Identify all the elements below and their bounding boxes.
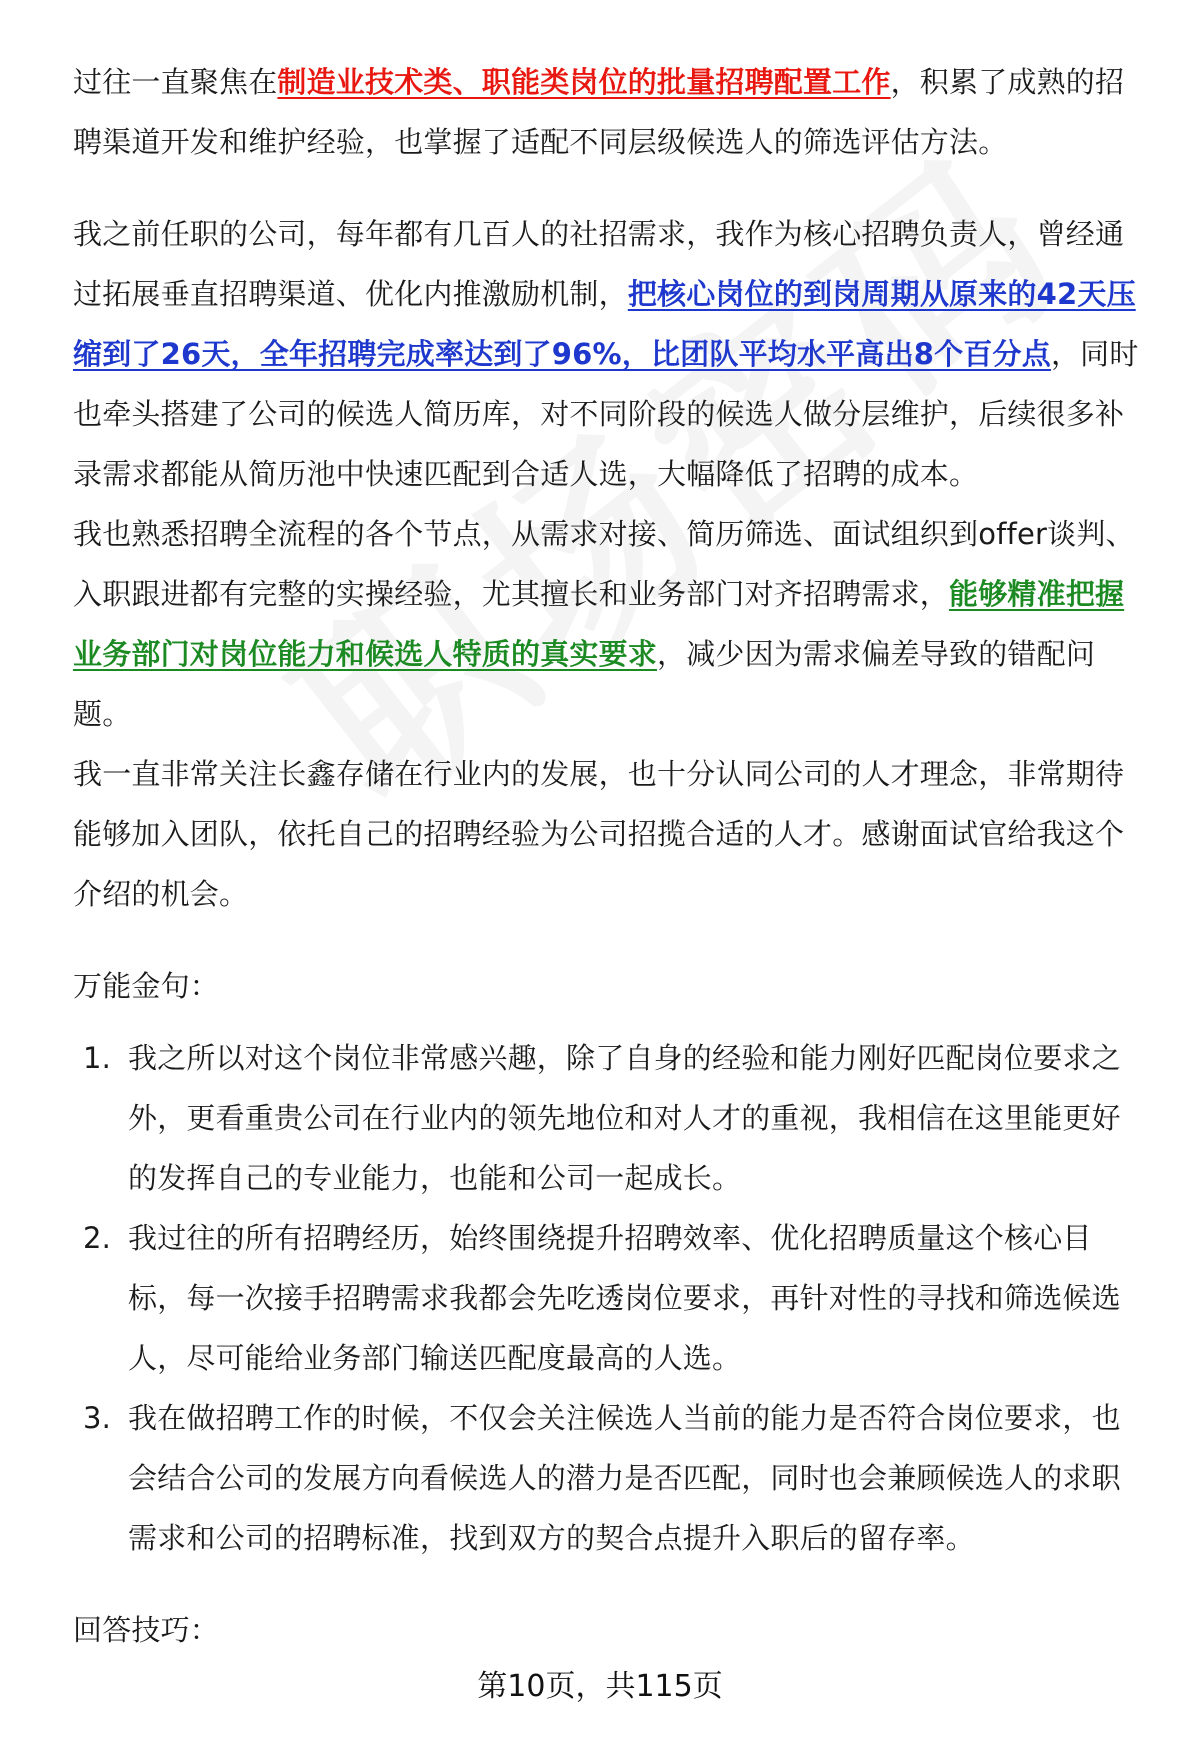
document-body bbox=[73, 52, 1148, 1660]
paragraph-text: ，积累了成熟的招聘渠道开发和维护经验，也掌握了适配不同层级候选人的筛选评估方法。 bbox=[73, 65, 1125, 159]
highlight-red-text: 制造业技术类、职能类岗位的批量招聘配置工作 bbox=[277, 65, 891, 99]
list-item-number: 1. bbox=[83, 1041, 112, 1075]
list-item bbox=[73, 1208, 1148, 1388]
answer-tips-heading: 回答技巧： bbox=[73, 1613, 220, 1647]
paragraph-text: ，同时也牵头搭建了公司的候选人简历库，对不同阶段的候选人做分层维护，后续很多补录需求都能从简历池中快速匹配到合适人选，大幅降低了招聘的成本。 bbox=[73, 337, 1139, 491]
list-item-text: 我之所以对这个岗位非常感兴趣，除了自身的经验和能力刚好匹配岗位要求之外，更看重贵公司在行业内的领先地位和对人才的重视，我相信在这里能更好的发挥自己的专业能力，也能和公司一起成长。 bbox=[128, 1041, 1121, 1195]
list-item-number: 3. bbox=[83, 1401, 112, 1435]
paragraph-closing: 我一直非常关注长鑫存储在行业内的发展，也十分认同公司的人才理念，非常期待能够加入团队，依托自己的招聘经验为公司招揽合适的人才。感谢面试官给我这个介绍的机会。 bbox=[73, 757, 1125, 911]
paragraph-process-skills bbox=[73, 504, 1148, 744]
paragraph-text: ，减少因为需求偏差导致的错配问题。 bbox=[73, 637, 1096, 731]
paragraph-focus-experience bbox=[73, 52, 1148, 172]
list-item-text: 我在做招聘工作的时候，不仅会关注候选人当前的能力是否符合岗位要求，也会结合公司的发展方向看候选人的潜力是否匹配，同时也会兼顾候选人的求职需求和公司的招聘标准，找到双方的契合点提升入职后的留存率。 bbox=[128, 1401, 1121, 1555]
page-number-footer: 第10页，共115页 bbox=[477, 1669, 723, 1704]
paragraph-text: 我也熟悉招聘全流程的各个节点，从需求对接、简历筛选、面试组织到offer谈判、入职跟进都有完整的实操经验，尤其擅长和业务部门对齐招聘需求， bbox=[73, 517, 1135, 611]
highlight-green-text: 能够精准把握业务部门对岗位能力和候选人特质的真实要求 bbox=[73, 577, 1125, 671]
paragraph-text: 我之前任职的公司，每年都有几百人的社招需求，我作为核心招聘负责人，曾经通过拓展垂直招聘渠道、优化内推激励机制， bbox=[73, 217, 1125, 311]
list-item-number: 2. bbox=[83, 1221, 112, 1255]
list-item-text: 我过往的所有招聘经历，始终围绕提升招聘效率、优化招聘质量这个核心目标，每一次接手招聘需求我都会先吃透岗位要求，再针对性的寻找和筛选候选人，尽可能给业务部门输送匹配度最高的人选。 bbox=[128, 1221, 1121, 1375]
list-item bbox=[73, 1028, 1148, 1208]
golden-sentences-list bbox=[73, 1028, 1148, 1568]
paragraph-achievements bbox=[73, 204, 1148, 504]
highlight-blue-text: 把核心岗位的到岗周期从原来的42天压缩到了26天，全年招聘完成率达到了96%，比团队平均水平高出8个百分点 bbox=[73, 277, 1136, 371]
paragraph-text: 过往一直聚焦在 bbox=[73, 65, 278, 99]
golden-sentences-heading: 万能金句： bbox=[73, 969, 220, 1003]
list-item bbox=[73, 1388, 1148, 1568]
